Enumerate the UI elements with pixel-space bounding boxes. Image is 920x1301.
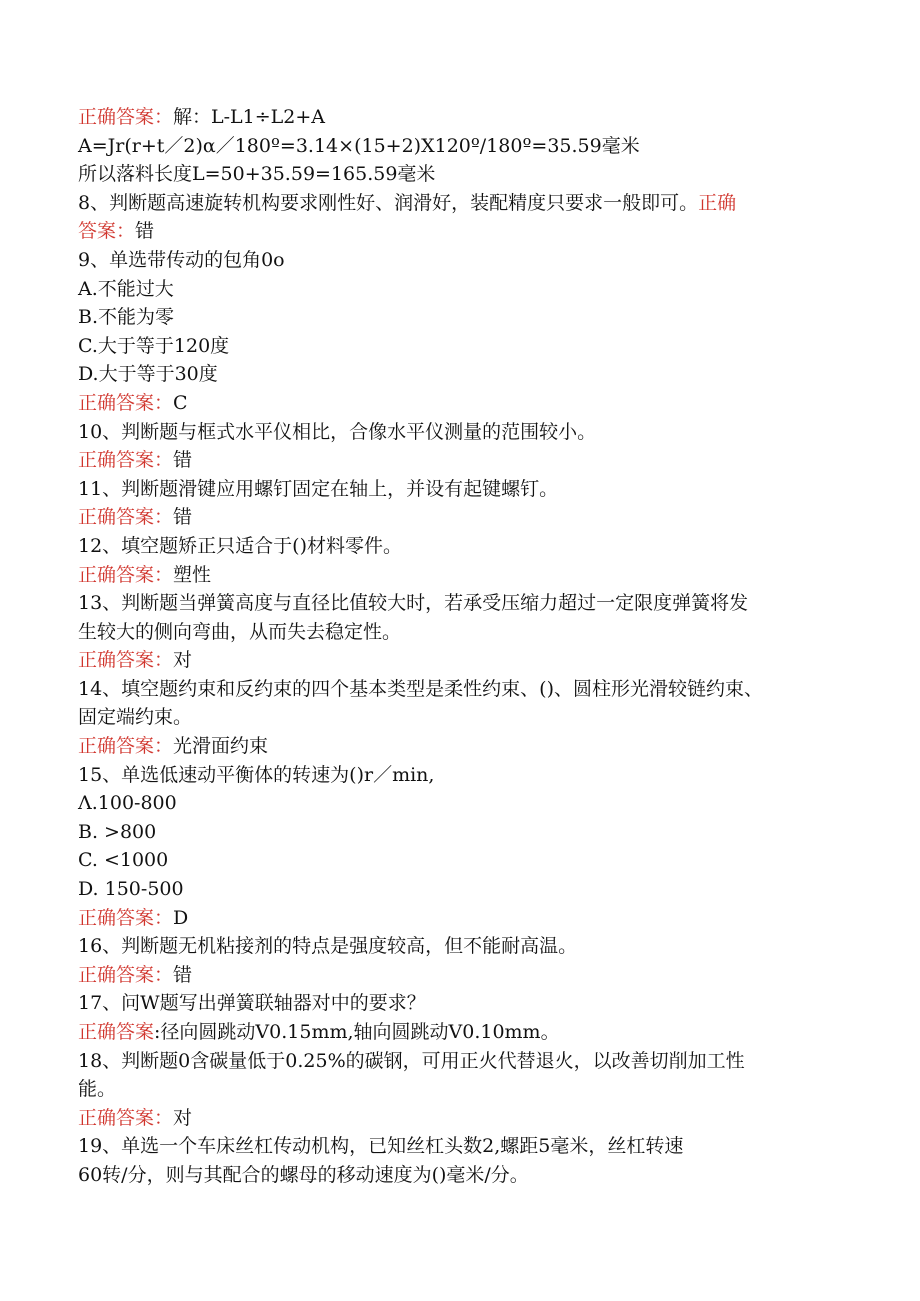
question-13-cont: 生较大的侧向弯曲，从而失去稳定性。	[78, 620, 402, 643]
document-page	[78, 103, 838, 1190]
question-19-cont: 60转/分，则与其配合的螺母的移动速度为()毫米/分。	[78, 1163, 529, 1186]
answer-line	[78, 732, 838, 761]
answer-label-part: 正确	[698, 191, 737, 214]
answer-line	[78, 389, 838, 418]
answer-line	[78, 217, 838, 246]
question-18: 18、判断题0含碳量低于0.25%的碳钢，可用正火代替退火，以改善切削加工性	[78, 1049, 745, 1072]
answer-line	[78, 961, 838, 990]
question-15: 15、单选低速动平衡体的转速为()r／min,	[78, 763, 435, 786]
question-13: 13、判断题当弹簧高度与直径比值较大时，若承受压缩力超过一定限度弹簧将发	[78, 592, 749, 615]
option-c: C.大于等于120度	[78, 334, 230, 357]
answer-text: 错	[173, 506, 193, 529]
answer-text: 对	[173, 649, 193, 672]
answer-text: C	[173, 391, 188, 414]
answer-line	[78, 1018, 838, 1047]
answer-text: 塑性	[173, 563, 212, 586]
option-c: C. <1000	[78, 849, 169, 872]
question-19: 19、单选一个车床丝杠传动机构，已知丝杠头数2,螺距5毫米，丝杠转速	[78, 1135, 684, 1158]
question-17: 17、问W题写出弹簧联轴器对中的要求？	[78, 992, 426, 1015]
answer-label: 正确答案：	[78, 563, 174, 586]
answer-label: 正确答案：	[78, 906, 174, 929]
text-line	[78, 103, 838, 132]
option-a: A.不能过大	[78, 277, 174, 300]
answer-label: 正确答案：	[78, 649, 174, 672]
question-16: 16、判断题无机粘接剂的特点是强度较高，但不能耐高温。	[78, 935, 578, 958]
text-line: A=Jr(r+t／2)α／180º=3.14×(15+2)X120º/180º=35.59毫米	[78, 134, 640, 157]
answer-text: 错	[173, 963, 193, 986]
answer-label: 正确答案：	[78, 506, 174, 529]
answer-text: 解：L-L1÷L2+A	[173, 106, 326, 128]
option-b: B. >800	[78, 820, 157, 843]
answer-line	[78, 646, 838, 675]
answer-text: 错	[173, 449, 193, 472]
answer-label: 正确答案：	[78, 106, 174, 128]
answer-label: 正确答案：	[78, 449, 174, 472]
question-9: 9、单选带传动的包角0o	[78, 248, 285, 271]
answer-label: 正确答案：	[78, 391, 174, 414]
question-11: 11、判断题滑键应用螺钉固定在轴上，并设有起键螺钉。	[78, 477, 559, 500]
answer-text: :径向圆跳动V0.15mm,轴向圆跳动V0.10mm。	[154, 1021, 560, 1043]
answer-line	[78, 561, 838, 590]
answer-label: 正确答案：	[78, 735, 174, 758]
text-line: 所以落料长度L=50+35.59=165.59毫米	[78, 163, 436, 186]
option-d: D. 150-500	[78, 878, 184, 901]
option-a: Λ.100-800	[78, 792, 177, 815]
answer-line	[78, 503, 838, 532]
question-14: 14、填空题约束和反约束的四个基本类型是柔性约束、()、圆柱形光滑较链约束、	[78, 677, 764, 700]
question-14-cont: 固定端约束。	[78, 706, 193, 729]
option-b: B.不能为零	[78, 306, 175, 329]
answer-text: 错	[135, 220, 155, 243]
answer-text: 光滑面约束	[173, 735, 269, 758]
question-10: 10、判断题与框式水平仪相比，合像水平仪测量的范围较小。	[78, 420, 597, 443]
question-8	[78, 189, 838, 218]
answer-line	[78, 446, 838, 475]
answer-label: 正确答案：	[78, 963, 174, 986]
question-18-cont: 能。	[78, 1078, 117, 1101]
option-d: D.大于等于30度	[78, 363, 218, 386]
answer-label-part: 答案：	[78, 220, 136, 243]
answer-line	[78, 1104, 838, 1133]
answer-label: 正确答案	[78, 1021, 155, 1043]
question-12: 12、填空题矫正只适合于()材料零件。	[78, 534, 403, 557]
answer-text: D	[173, 906, 189, 929]
answer-line	[78, 904, 838, 933]
question-text: 8、判断题高速旋转机构要求刚性好、润滑好，装配精度只要求一般即可。	[78, 191, 699, 214]
answer-text: 对	[173, 1106, 193, 1129]
answer-label: 正确答案：	[78, 1106, 174, 1129]
